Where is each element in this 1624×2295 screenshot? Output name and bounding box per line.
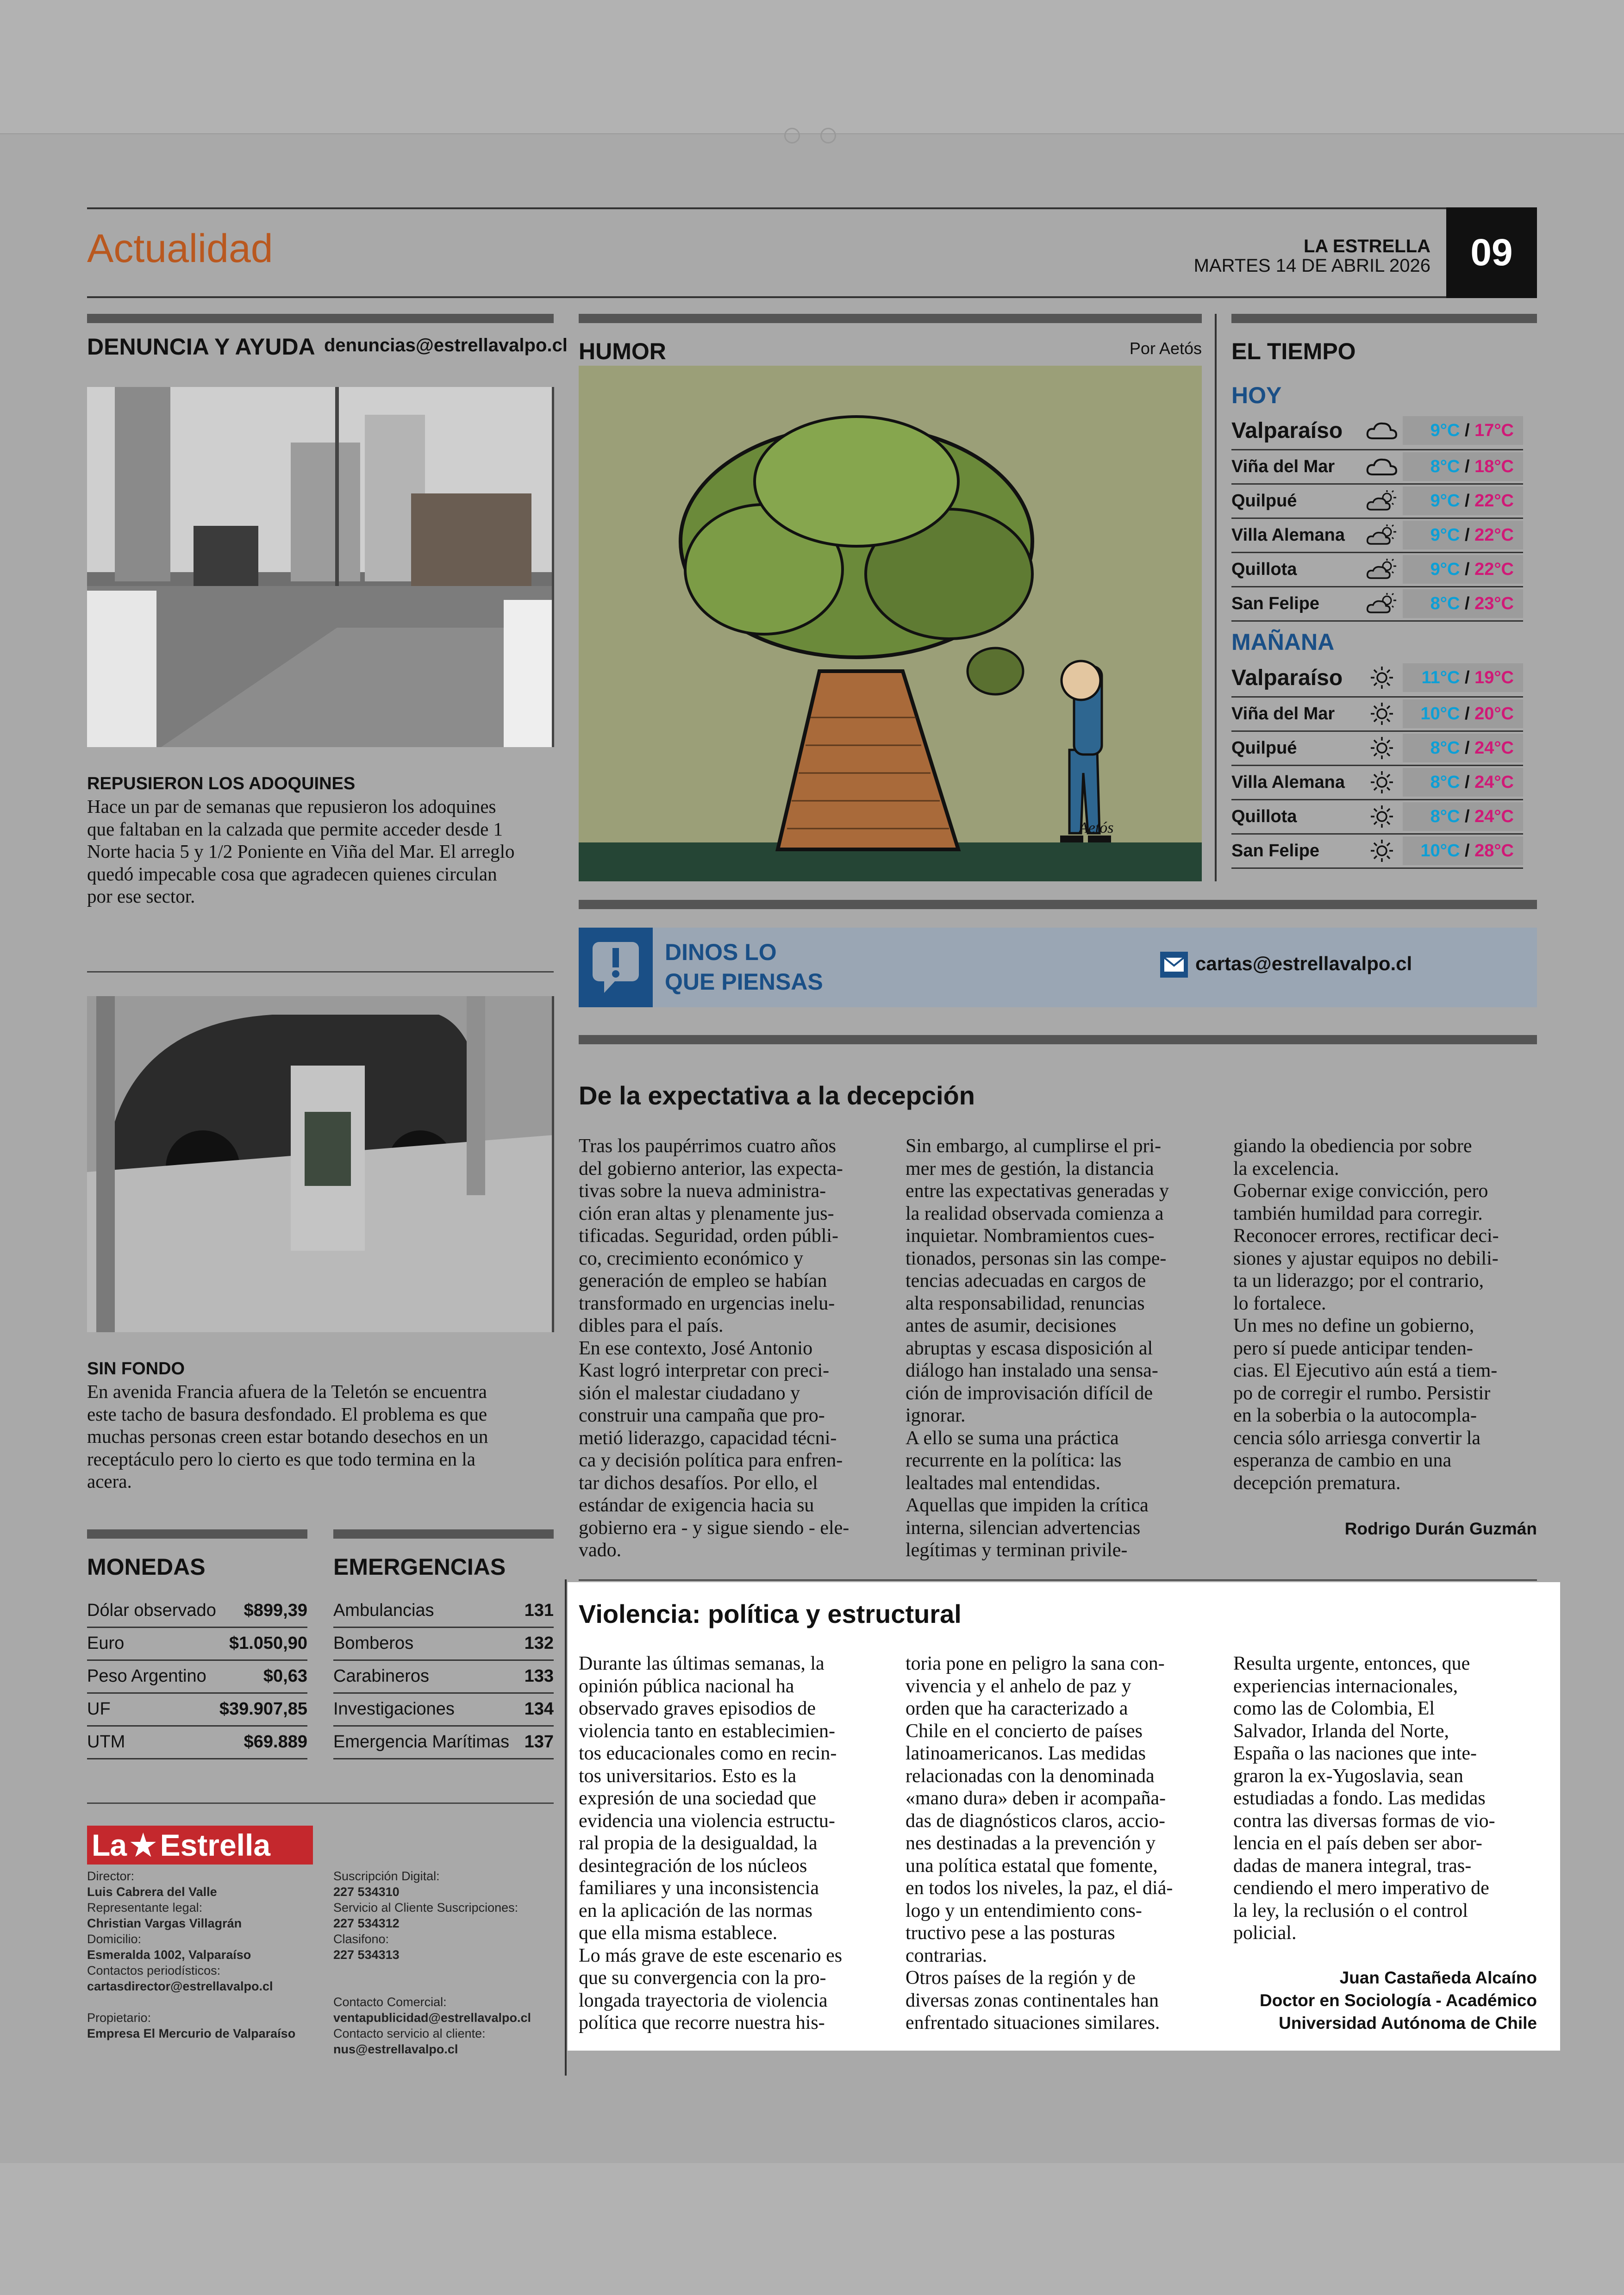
emergencias-row — [333, 1660, 554, 1694]
weather-row-tomorrow-2 — [1231, 731, 1523, 766]
monedas-title: MONEDAS — [87, 1554, 206, 1580]
page-number: 09 — [1446, 207, 1537, 298]
weather-temp: 9°C / 22°C — [1403, 521, 1523, 549]
article2-author-org: Universidad Autónoma de Chile — [1279, 2014, 1537, 2033]
section-title: Actualidad — [87, 226, 273, 271]
cloud-icon — [1361, 417, 1403, 444]
emergencias-row — [333, 1693, 554, 1727]
temp-max: 28°C — [1474, 841, 1514, 861]
temp-min: 9°C — [1430, 560, 1460, 579]
servicio-cliente-label: Contacto servicio al cliente: — [333, 2027, 486, 2040]
weather-row-today-4 — [1231, 553, 1523, 587]
domicilio-value: Esmeralda 1002, Valparaíso — [87, 1948, 251, 1962]
article2-author-name: Juan Castañeda Alcaíno — [1339, 1968, 1537, 1987]
weather-city: Valparaíso — [1231, 665, 1343, 690]
weather-row-today-2 — [1231, 484, 1523, 519]
weather-row-today-3 — [1231, 518, 1523, 553]
comercial-label: Contacto Comercial: — [333, 1995, 447, 2009]
weather-temp: 10°C / 20°C — [1403, 699, 1523, 728]
monedas-row — [87, 1693, 307, 1727]
humor-bar — [579, 314, 1202, 323]
weather-tomorrow-label: MAÑANA — [1231, 629, 1335, 655]
cartoon — [579, 366, 1202, 881]
weather-temp: 8°C / 24°C — [1403, 802, 1523, 831]
article2-title: Violencia: política y estructural — [579, 1599, 962, 1628]
dinos-line1: DINOS LO — [665, 939, 777, 965]
header-bottom-rule — [87, 296, 1446, 298]
domicilio-label: Domicilio: — [87, 1932, 142, 1946]
sun-icon — [1361, 803, 1403, 830]
servicio-cliente-value[interactable]: nus@estrellavalpo.cl — [333, 2042, 458, 2056]
monedas-label: UF — [87, 1699, 111, 1719]
weather-city: Quillota — [1231, 559, 1297, 579]
article1-col2: Sin embargo, al cumplirse el pri- mer mes de gestión, la distancia entre las expectativas generadas y la realidad observada comienza a inquietar. Nombramientos cues- tionados, personas sin las compe- tencias adecuadas en cargos de alta responsabilidad, renuncias antes de asumir, decisiones abruptas y escasa disposición al diálogo han instalado una sensa- ción de improvisación difícil de ignorar. A ello se suma una práctica recurrente en la política: las lealtades mal entendidas. Aquellas que impiden la crítica interna, silencian advertencias legítimas y terminan privile- — [906, 1135, 1169, 1561]
bottom-gray-band — [0, 2163, 1624, 2295]
staff-col-right — [333, 1868, 556, 2057]
temp-max: 23°C — [1474, 594, 1514, 613]
monedas-value: $39.907,85 — [219, 1699, 307, 1719]
monedas-value: $1.050,90 — [229, 1633, 307, 1653]
weather-row-today-1 — [1231, 450, 1523, 485]
cartoon-signature: Aetós — [1079, 819, 1114, 836]
weather-city: Quillota — [1231, 806, 1297, 826]
director-label: Director: — [87, 1869, 135, 1883]
weather-temp: 11°C / 19°C — [1403, 663, 1523, 692]
emergencias-bar — [333, 1529, 554, 1539]
article1-col1: Tras los paupérrimos cuatro años del gobierno anterior, las expecta- tivas sobre la nueva administra- ción eran altas y plenamente jus- tificadas. Seguridad, orden públi- co, crecimiento económico y generación de empleo se habían transformado en urgencias inelu- dibles para el país. En ese contexto, José Antonio Kast logró interpretar con preci- sión el malestar ciudadano y construir una campaña que pro- metió liderazgo, capacidad técni- ca y decisión política para enfren- tar dichos desafíos. Por ello, el estándar de exigencia hacia su gobierno era - y sigue siendo - ele- vado. — [579, 1135, 849, 1561]
temp-min: 8°C — [1430, 457, 1460, 476]
monedas-value: $69.889 — [244, 1732, 307, 1752]
monedas-row — [87, 1660, 307, 1694]
weather-city: Villa Alemana — [1231, 772, 1345, 792]
logo — [87, 1826, 313, 1865]
clasifono-label: Clasifono: — [333, 1932, 389, 1946]
partly-cloudy-icon — [1361, 487, 1403, 515]
logo-la: La — [92, 1828, 127, 1862]
weather-city: Viña del Mar — [1231, 704, 1335, 723]
weather-title: EL TIEMPO — [1231, 338, 1356, 364]
sun-icon — [1361, 700, 1403, 728]
article2-col2: toria pone en peligro la sana con- vivencia y el anhelo de paz y orden que ha caracterizado a Chile en el concierto de países latinoamericanos. Las medidas relacionadas con la denominada «mano dura» deben ir acompaña- das de diagnósticos claros, accio- nes destinadas a la prevención y una política estatal que fomente, en todos los niveles, la paz, el diá- logo y un entendimiento cons- tructivo pese a las posturas contrarias. Otros países de la región y de diversas zonas continentales han enfrentado situaciones similares. — [906, 1653, 1173, 2033]
dinos-bottom-bar — [579, 1035, 1537, 1044]
weather-row-tomorrow-4 — [1231, 800, 1523, 835]
article1-col3: giando la obediencia por sobre la excelencia. Gobernar exige convicción, pero también humildad para corregir. Reconocer errores, rectificar deci- siones y ajustar equipos no debili- ta un liderazgo; por el contrario, lo fortalece. Un mes no define un gobierno, pero sí puede anticipar tenden- cias. El Ejecutivo aún está a tiem- po de corregir el rumbo. Persistir en la soberbia o la autocompla- cencia sólo arriesga convertir la esperanza de cambio en una decepción prematura. — [1233, 1135, 1499, 1494]
humor-author: Por Aetós — [1129, 339, 1202, 358]
article1-author: Rodrigo Durán Guzmán — [1344, 1519, 1537, 1538]
temp-min: 9°C — [1430, 525, 1460, 545]
article2-col1: Durante las últimas semanas, la opinión pública nacional ha observado graves episodios de violencia tanto en establecimien- tos educacionales como en recin- tos universitarios. Esto es la expresión de una sociedad que evidencia una violencia estructu- ral propia de la desigualdad, la desintegración de los núcleos familiares y una inconsistencia en la aplicación de las normas que ella misma establece. Lo más grave de este escenario es que su convergencia con la pro- longada trayectoria de violencia política que recorre nuestra his- — [579, 1653, 843, 2033]
dinos-email[interactable]: cartas@estrellavalpo.cl — [1195, 953, 1412, 974]
article2-author — [1233, 1966, 1537, 2034]
monedas-value: $899,39 — [244, 1600, 307, 1620]
monedas-label: UTM — [87, 1732, 125, 1752]
exclamation-icon — [579, 928, 653, 1007]
denuncia-col-rule — [552, 387, 554, 747]
weather-city: Valparaíso — [1231, 418, 1343, 443]
legal-label: Representante legal: — [87, 1901, 203, 1915]
director-name: Luis Cabrera del Valle — [87, 1885, 217, 1899]
emergencias-value: 137 — [524, 1732, 554, 1752]
temp-max: 20°C — [1474, 704, 1514, 723]
sun-icon — [1361, 837, 1403, 865]
comercial-value[interactable]: ventapublicidad@estrellavalpo.cl — [333, 2011, 531, 2025]
servicio-value: 227 534312 — [333, 1916, 400, 1930]
sun-icon — [1361, 734, 1403, 762]
emergencias-label: Ambulancias — [333, 1600, 434, 1620]
temp-min: 9°C — [1430, 421, 1460, 440]
weather-city: Viña del Mar — [1231, 456, 1335, 476]
legal-name: Christian Vargas Villagrán — [87, 1916, 242, 1930]
emergencias-label: Carabineros — [333, 1666, 429, 1686]
temp-min: 8°C — [1430, 594, 1460, 613]
temp-min: 8°C — [1430, 773, 1460, 792]
temp-max: 17°C — [1474, 421, 1514, 440]
weather-temp: 10°C / 28°C — [1403, 836, 1523, 865]
temp-max: 24°C — [1474, 773, 1514, 792]
emergencias-value: 132 — [524, 1633, 554, 1653]
contactos-value[interactable]: cartasdirector@estrellavalpo.cl — [87, 1979, 273, 1993]
weather-row-today-5 — [1231, 587, 1523, 622]
emergencias-value: 133 — [524, 1666, 554, 1686]
weather-city: San Felipe — [1231, 841, 1320, 861]
emergencias-row — [333, 1627, 554, 1661]
weather-row-tomorrow-0 — [1231, 659, 1523, 698]
propietario-label: Propietario: — [87, 2011, 151, 2025]
denuncia-title: DENUNCIA Y AYUDA — [87, 334, 315, 360]
monedas-row — [87, 1627, 307, 1661]
denuncia-bar — [87, 314, 554, 323]
propietario-value: Empresa El Mercurio de Valparaíso — [87, 2027, 296, 2040]
sun-icon — [1361, 768, 1403, 796]
sun-icon — [1361, 664, 1403, 692]
partly-cloudy-icon — [1361, 555, 1403, 583]
weather-temp: 9°C / 22°C — [1403, 555, 1523, 584]
temp-min: 10°C — [1420, 704, 1460, 723]
trash-col-rule — [552, 996, 554, 1332]
article2-author-title: Doctor en Sociología - Académico — [1260, 1991, 1537, 2010]
weather-temp: 9°C / 17°C — [1403, 416, 1523, 445]
partly-cloudy-icon — [1361, 521, 1403, 549]
weather-city: Quilpué — [1231, 491, 1297, 511]
temp-max: 24°C — [1474, 738, 1514, 758]
partly-cloudy-icon — [1361, 590, 1403, 617]
weather-temp: 8°C / 18°C — [1403, 452, 1523, 481]
article1-title: De la expectativa a la decepción — [579, 1081, 975, 1110]
temp-min: 11°C — [1421, 668, 1460, 687]
article1-bottom-rule — [579, 1579, 1537, 1581]
weather-city: San Felipe — [1231, 593, 1320, 613]
street-photo — [87, 387, 554, 747]
monedas-label: Dólar observado — [87, 1600, 216, 1620]
mail-icon — [1160, 952, 1188, 978]
weather-temp: 8°C / 24°C — [1403, 734, 1523, 762]
temp-max: 22°C — [1474, 491, 1514, 511]
weather-row-tomorrow-5 — [1231, 834, 1523, 869]
temp-min: 8°C — [1430, 738, 1460, 758]
emergencias-value: 131 — [524, 1600, 554, 1620]
logo-estrella: Estrella — [160, 1828, 271, 1862]
temp-max: 24°C — [1474, 807, 1514, 826]
weather-bar — [1231, 314, 1537, 323]
temp-max: 18°C — [1474, 457, 1514, 476]
weather-today-label: HOY — [1231, 382, 1282, 408]
temp-min: 9°C — [1430, 491, 1460, 511]
emergencias-label: Emergencia Marítimas — [333, 1732, 510, 1752]
weather-city: Quilpué — [1231, 738, 1297, 758]
contactos-label: Contactos periodísticos: — [87, 1964, 221, 1977]
top-gray-band — [0, 0, 1624, 133]
trash-photo — [87, 996, 554, 1332]
monedas-value: $0,63 — [263, 1666, 307, 1686]
emergencias-title: EMERGENCIAS — [333, 1554, 506, 1580]
cloud-icon — [1361, 453, 1403, 480]
staff-col-left — [87, 1868, 319, 2041]
weather-row-today-0 — [1231, 412, 1523, 450]
denuncia-item2-text: En avenida Francia afuera de la Teletón se encuentra este tacho de basura desfondado. El problema es que muchas personas creen estar botando desechos en un receptáculo pero lo cierto es que todo termina en la acera. — [87, 1381, 488, 1492]
dinos-line2: QUE PIENSAS — [665, 969, 823, 995]
suscripcion-value: 227 534310 — [333, 1885, 400, 1899]
page-nav-dots[interactable] — [784, 128, 840, 142]
temp-min: 10°C — [1420, 841, 1460, 861]
emergencias-label: Bomberos — [333, 1633, 414, 1653]
denuncia-email[interactable]: denuncias@estrellavalpo.cl — [324, 335, 568, 355]
header-top-rule — [87, 207, 1446, 209]
paper-name: LA ESTRELLA — [1303, 236, 1430, 256]
dinos-top-bar — [579, 900, 1537, 909]
denuncia-item1-title: REPUSIERON LOS ADOQUINES — [87, 774, 356, 793]
weather-row-tomorrow-3 — [1231, 766, 1523, 800]
temp-max: 22°C — [1474, 560, 1514, 579]
staff-top-rule — [87, 1802, 554, 1804]
monedas-label: Peso Argentino — [87, 1666, 206, 1686]
suscripcion-label: Suscripción Digital: — [333, 1869, 440, 1883]
denuncia-item2-title: SIN FONDO — [87, 1359, 185, 1378]
monedas-row — [87, 1726, 307, 1759]
denuncia-item1-text: Hace un par de semanas que repusieron los adoquines que faltaban en la calzada que permite acceder desde 1 Norte hacia 5 y 1/2 Poniente en Viña del Mar. El arreglo quedó impecable cosa que agradecen quienes circulan por ese sector. — [87, 796, 515, 907]
issue-date: MARTES 14 DE ABRIL 2026 — [1193, 256, 1430, 276]
monedas-label: Euro — [87, 1633, 125, 1653]
weather-city: Villa Alemana — [1231, 525, 1345, 545]
emergencias-value: 134 — [524, 1699, 554, 1719]
emergencias-row — [333, 1726, 554, 1759]
weather-temp: 8°C / 24°C — [1403, 768, 1523, 797]
temp-min: 8°C — [1430, 807, 1460, 826]
weather-temp: 9°C / 22°C — [1403, 486, 1523, 515]
clasifono-value: 227 534313 — [333, 1948, 400, 1962]
temp-max: 22°C — [1474, 525, 1514, 545]
star-icon: ★ — [128, 1826, 158, 1865]
emergencias-label: Investigaciones — [333, 1699, 455, 1719]
weather-temp: 8°C / 23°C — [1403, 589, 1523, 618]
article2-col3: Resulta urgente, entonces, que experiencias internacionales, como las de Colombia, El Salvador, Irlanda del Norte, España o las naciones que inte- graron la ex-Yugoslavia, sean estudiadas a fondo. Las medidas contra las diversas formas de vio- lencia en el país deben ser abor- dadas de manera integral, tras- cendiendo el mero imperativo de la ley, la reclusión o el control policial. — [1233, 1653, 1495, 1944]
weather-row-tomorrow-1 — [1231, 697, 1523, 732]
temp-max: 19°C — [1474, 668, 1514, 687]
emergencias-row — [333, 1594, 554, 1628]
denuncia-divider — [87, 971, 554, 973]
staff-article-rule — [565, 1579, 567, 2076]
servicio-label: Servicio al Cliente Suscripciones: — [333, 1901, 518, 1915]
monedas-bar — [87, 1529, 307, 1539]
humor-title: HUMOR — [579, 338, 666, 364]
humor-weather-rule — [1215, 314, 1217, 881]
monedas-row — [87, 1594, 307, 1628]
